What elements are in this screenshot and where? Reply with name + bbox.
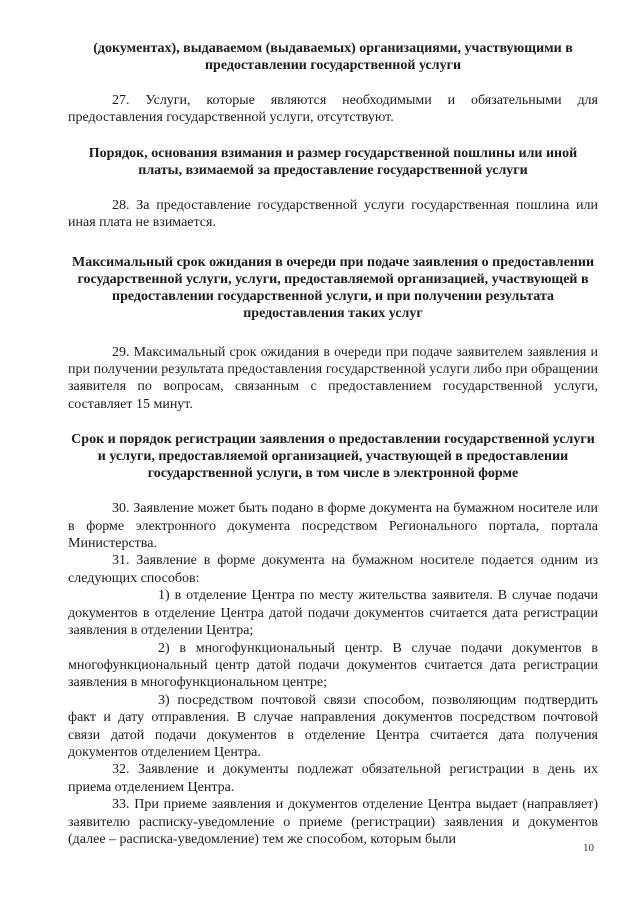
paragraph-31-item-2: 2) в многофункциональный центр. В случае подачи документов в многофункциональный центр датой подачи документов считается дата регистрации заявления в многофункциональном центре; — [68, 640, 598, 691]
paragraph-27: 27. Услуги, которые являются необходимыми и обязательными для предоставления государственной услуги, отсутствуют. — [68, 93, 598, 126]
document-body — [68, 40, 598, 848]
section-heading-registration: Срок и порядок регистрации заявления о предоставлении государственной услуги и услуги, предоставляемой организацией, участвующей в предоставлении государственной услуги, в том числе в электронной форме — [71, 432, 595, 482]
section-heading-continuation: (документах), выдаваемом (выдаваемых) организациями, участвующими в предоставлении государственной услуги — [93, 41, 573, 73]
paragraph-31: 31. Заявление в форме документа на бумажном носителе подается одним из следующих способов: — [68, 553, 598, 586]
paragraph-29: 29. Максимальный срок ожидания в очереди при подаче заявителем заявления и при получении результата предоставления государственной услуги либо при обращении заявителя по вопросам, связанным с предоставлением государственной услуги, составляет 15 минут. — [68, 344, 598, 412]
paragraph-32: 32. Заявление и документы подлежат обязательной регистрации в день их приема отделением Центра. — [68, 762, 598, 795]
section-heading-fee: Порядок, основания взимания и размер государственной пошлины или иной платы, взимаемой за предоставление государственной услуги — [88, 145, 578, 178]
paragraph-31-item-3: 3) посредством почтовой связи способом, позволяющим подтвердить факт и дату отправления. В случае направления документов посредством почтовой связи датой подачи документов в отделение Центра считается дата получения документов отделением Центра. — [68, 692, 598, 760]
paragraph-30: 30. Заявление может быть подано в форме документа на бумажном носителе или в форме электронного документа посредством Регионального портала, портала Министерства. — [68, 501, 598, 552]
paragraph-28: 28. За предоставление государственной услуги государственная пошлина или иная плата не взимается. — [68, 197, 598, 231]
paragraph-33: 33. При приеме заявления и документов отделение Центра выдает (направляет) заявителю расписку-уведомление о приеме (регистрации) заявления и документов (далее – расписка-уведомление) тем же способом, которым были — [68, 797, 598, 847]
paragraph-31-item-1: 1) в отделение Центра по месту жительства заявителя. В случае подачи документов в отделение Центра датой подачи документов считается дата регистрации заявления в отделении Центра; — [68, 588, 598, 639]
section-heading-queue: Максимальный срок ожидания в очереди при подаче заявления о предоставлении государственной услуги, услуги, предоставляемой организацией, участвующей в предоставлении государственной услуги, и при получении результата предоставления таких услуг — [71, 254, 595, 321]
page-number: 10 — [583, 842, 594, 854]
